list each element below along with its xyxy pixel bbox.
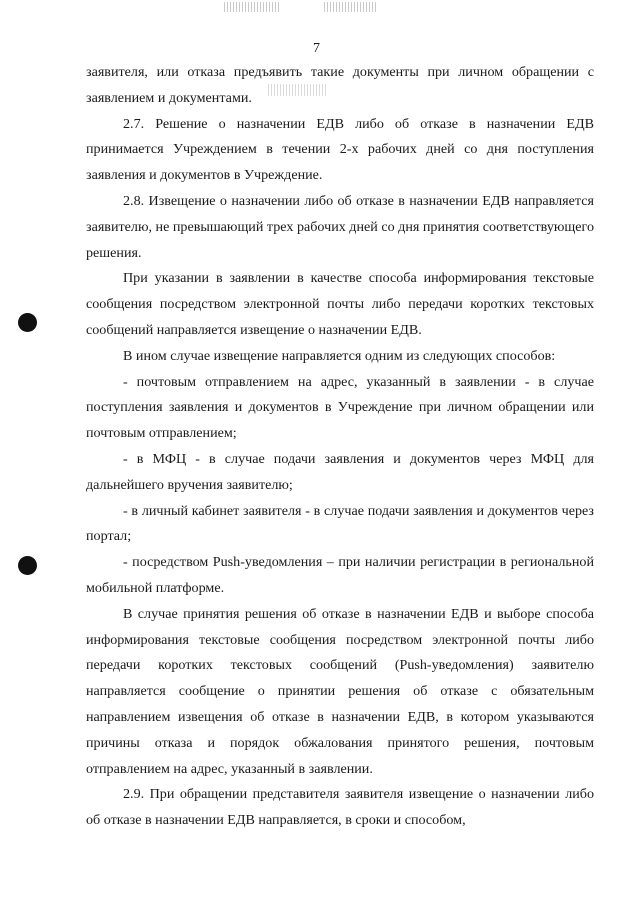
punch-hole [18, 313, 37, 332]
page-number: 7 [313, 41, 320, 56]
paragraph: - почтовым отправлением на адрес, указанный в заявлении - в случае поступления заявления и документов в Учреждение при личном обращении или почтовым отправлением; [86, 373, 594, 442]
paragraph: В ином случае извещение направляется одним из следующих способов: [123, 347, 556, 364]
punch-hole [18, 556, 37, 575]
paragraph: В случае принятия решения об отказе в назначении ЕДВ и выборе способа информирования текстовые сообщения посредством электронной почты либо передачи коротких текстовых сообщений (Push-уведомления) заявителю направляется сообщение о принятии решения об отказе с обязательным направлением извещения об отказе в назначении ЕДВ, в котором указываются причины отказа и порядок обжалования принятого решения, почтовым отправлением на адрес, указанный в заявлении. [86, 605, 594, 777]
paragraph: - посредством Push-уведомления – при наличии регистрации в региональной мобильной платформе. [86, 554, 594, 596]
paragraph: 2.7. Решение о назначении ЕДВ либо об отказе в назначении ЕДВ принимается Учреждением в течении 2-х рабочих дней со дня поступления заявления и документов в Учреждение. [86, 115, 594, 184]
paragraph: заявителя, или отказа предъявить такие документы при личном обращении с заявлением и документами. [86, 64, 594, 106]
paragraph: При указании в заявлении в качестве способа информирования текстовые сообщения посредством электронной почты либо передачи коротких текстовых сообщений направляется извещение о назначении ЕДВ. [86, 270, 594, 338]
scan-noise-mark [224, 2, 280, 12]
paragraph: 2.9. При обращении представителя заявителя извещение о назначении либо об отказе в назначении ЕДВ направляется, в сроки и способом, [86, 786, 594, 829]
body-text [86, 60, 594, 834]
scan-noise-mark [324, 2, 376, 12]
paragraph: - в МФЦ - в случае подачи заявления и документов через МФЦ для дальнейшего вручения заявителю; [86, 450, 594, 493]
paragraph: - в личный кабинет заявителя - в случае подачи заявления и документов через портал; [86, 502, 594, 545]
paragraph: 2.8. Извещение о назначении либо об отказе в назначении ЕДВ направляется заявителю, не превышающий трех рабочих дней со дня принятия соответствующего решения. [86, 192, 594, 261]
